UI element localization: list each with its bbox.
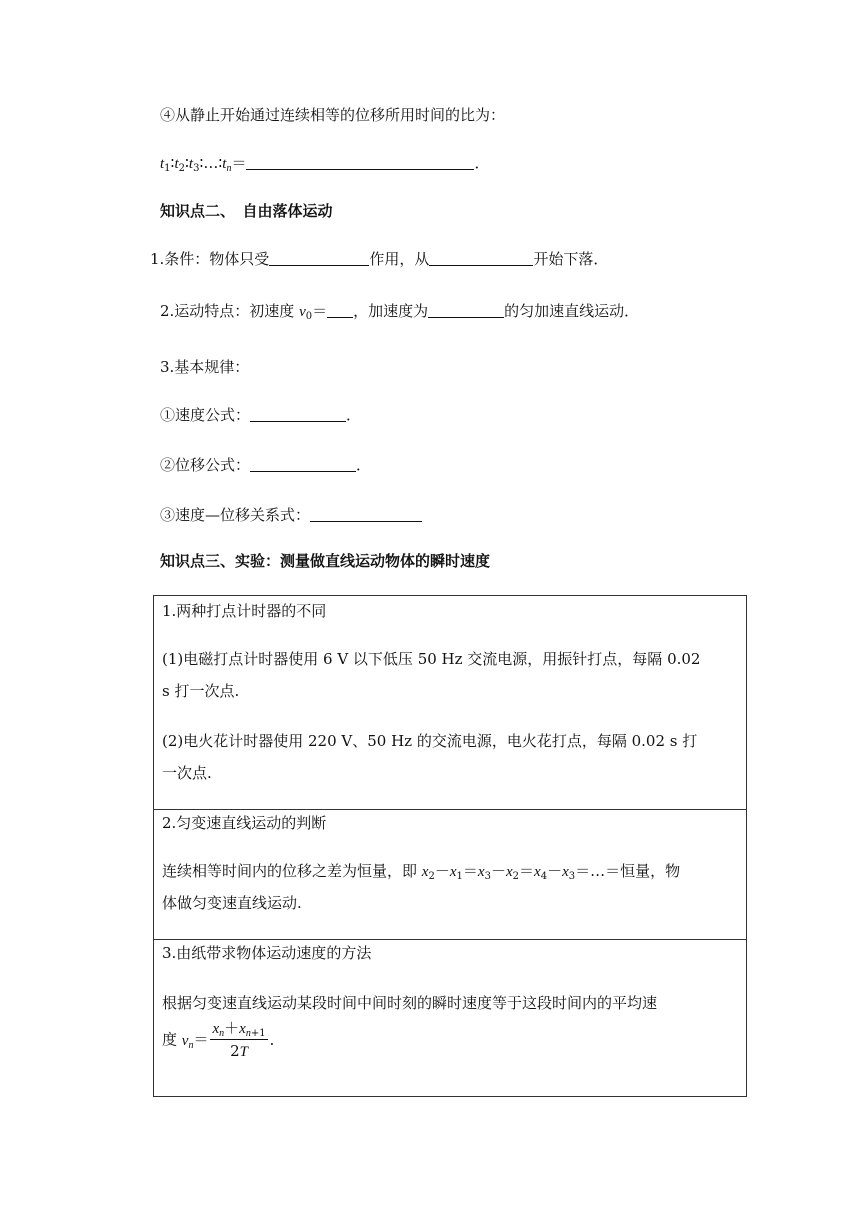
row-2-title: 2.匀变速直线运动的判断	[162, 814, 327, 832]
section-3-title: 知识点三、实验：测量做直线运动物体的瞬时速度	[160, 552, 491, 570]
answer-blank[interactable]	[246, 153, 474, 170]
section-2-title: 知识点二、 自由落体运动	[160, 202, 333, 220]
row-divider	[154, 809, 746, 810]
answer-blank[interactable]	[428, 301, 504, 318]
row-3-line-2: 度 $v_n=$ $\frac{x_n+x_{n+1}}{2T}$ ．	[162, 1018, 285, 1063]
answer-blank[interactable]	[250, 455, 356, 472]
basic-laws-heading: 3.基本规律：	[160, 358, 250, 376]
row-3-line-1: 根据匀变速直线运动某段时间中间时刻的瞬时速度等于这段时间内的平均速	[162, 994, 658, 1012]
row-2-line-2: 体做匀变速直线运动.	[162, 894, 302, 912]
experiment-info-table	[153, 595, 747, 1097]
displacement-formula-line: ②位移公式： ．	[160, 456, 372, 474]
row-1-paragraph-1-line-1: (1)电磁打点计时器使用 6 V 以下低压 50 Hz 交流电源，用振针打点，每隔 0.02	[162, 650, 701, 668]
answer-blank[interactable]	[269, 249, 369, 266]
time-ratio-formula: $t_1∶t_2∶t_3∶\dots∶t_n=$ ．	[160, 154, 490, 174]
answer-blank[interactable]	[250, 405, 346, 422]
row-1-paragraph-1-line-2: s 打一次点.	[162, 682, 240, 700]
row-2-line-1: 连续相等时间内的位移之差为恒量，即 $x_2-x_1=x_3-x_2=x_4-x_3=\dots=$恒量，物	[162, 862, 681, 882]
answer-blank[interactable]	[310, 505, 422, 522]
answer-blank[interactable]	[327, 301, 353, 318]
row-1-title: 1.两种打点计时器的不同	[162, 602, 327, 620]
row-1-paragraph-2-line-2: 一次点.	[162, 764, 212, 782]
item-4-intro: ④从静止开始通过连续相等的位移所用时间的比为：	[160, 106, 506, 124]
condition-line: 1.条件：物体只受 作用，从 开始下落．	[150, 250, 609, 268]
velocity-formula-line: ①速度公式： ．	[160, 406, 362, 424]
velocity-displacement-line: ③速度—位移关系式：	[160, 504, 422, 526]
row-1-paragraph-2-line-1: (2)电火花计时器使用 220 V、50 Hz 的交流电源，电火花打点，每隔 0.02 s 打	[162, 732, 698, 750]
row-divider	[154, 939, 746, 940]
motion-feature-line: 2.运动特点：初速度 $v_0=$ ，加速度为 的匀加速直线运动．	[160, 302, 640, 322]
row-3-title: 3.由纸带求物体运动速度的方法	[162, 944, 372, 962]
answer-blank[interactable]	[429, 249, 533, 266]
velocity-fraction: $\frac{x_n+x_{n+1}}{2T}$	[212, 1019, 266, 1060]
